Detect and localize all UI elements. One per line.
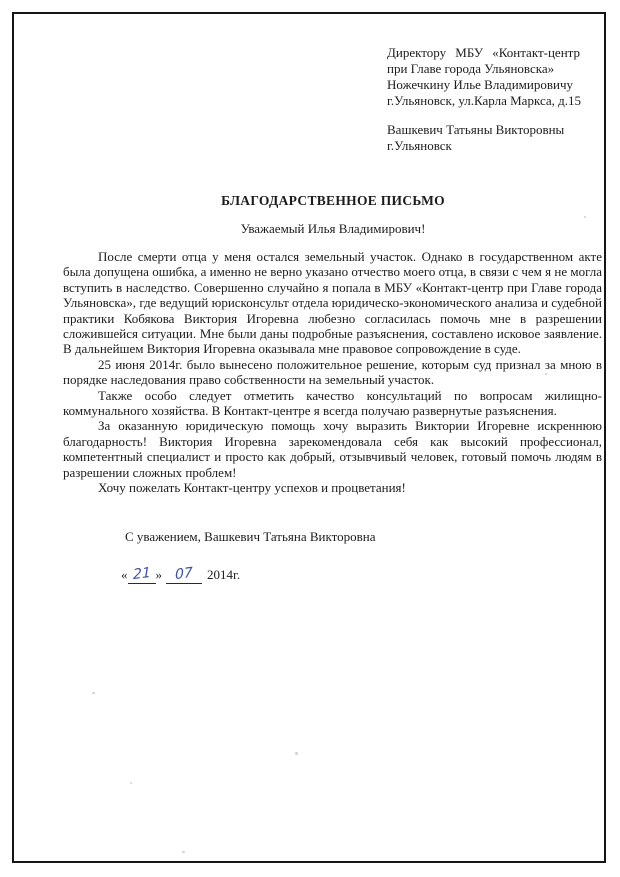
sender-line: Вашкевич Татьяны Викторовны <box>387 122 565 137</box>
scan-speck <box>584 216 586 218</box>
scan-speck <box>92 692 95 694</box>
body-paragraph: Также особо следует отметить качество консультаций по вопросам жилищно-коммунального хозяйства. В Контакт-центре я всегда получаю развернутые разъяснения. <box>63 387 602 419</box>
scan-speck <box>295 752 298 755</box>
date-year: 2014г. <box>207 567 241 582</box>
date-line <box>121 564 241 584</box>
letter-body <box>63 249 602 496</box>
date-quote-close: » <box>155 567 162 582</box>
recipient-line: Ножечкину Илье Владимировичу <box>387 77 573 92</box>
address-gap <box>387 109 580 122</box>
body-paragraph: Хочу пожелать Контакт-центру успехов и процветания! <box>98 480 406 496</box>
handwritten-month: 07 <box>175 564 193 584</box>
date-month-blank <box>166 564 202 584</box>
recipient-line: г.Ульяновск, ул.Карла Маркса, д.15 <box>387 93 582 108</box>
body-paragraph: 25 июня 2014г. было вынесено положительное решение, которым суд признал за мною в порядке наследования право собственности на земельный участок. <box>63 356 602 388</box>
scan-speck <box>545 373 547 375</box>
closing-line: С уважением, Вашкевич Татьяна Викторовна <box>125 529 376 544</box>
date-day-blank <box>128 564 156 584</box>
handwritten-day: 21 <box>132 564 151 584</box>
sender-line: г.Ульяновск <box>387 138 452 153</box>
body-paragraph: За оказанную юридическую помощь хочу выразить Виктории Игоревне искреннюю благодарность! Виктория Игоревна зарекомендовала себя как высокий профессионал, компетентный специалист и просто как добрый, отзывчивый человек, готовый помочь людям в разрешении сложных проблем! <box>63 418 602 480</box>
date-quote-open: « <box>121 567 128 582</box>
scan-speck <box>182 851 185 853</box>
address-block <box>387 45 580 154</box>
salutation: Уважаемый Илья Владимирович! <box>240 221 426 236</box>
scan-speck <box>130 782 132 784</box>
body-paragraph: После смерти отца у меня остался земельный участок. Однако в государственном акте была допущена ошибка, а именно не верно указано отчество моего отца, в связи с чем я не могла вступить в наследство. Совершенно случайно я попала в МБУ «Контакт-центр при Главе города Ульяновска», где ведущий юрисконсульт отдела юридическо-экономического анализа и судебной практики Кобякова Виктория Игоревна любезно согласилась помочь мне в разрешении сложившейся ситуации. Мне были даны подробные разъяснения, составлено исковое заявление. В дальнейшем Виктория Игоревна оказывала мне правовое сопровождение в суде. <box>63 249 602 357</box>
recipient-line: Директору МБУ «Контакт-центр <box>387 45 580 60</box>
recipient-line: при Главе города Ульяновска» <box>387 61 555 76</box>
letter-title: БЛАГОДАРСТВЕННОЕ ПИСЬМО <box>221 193 445 208</box>
